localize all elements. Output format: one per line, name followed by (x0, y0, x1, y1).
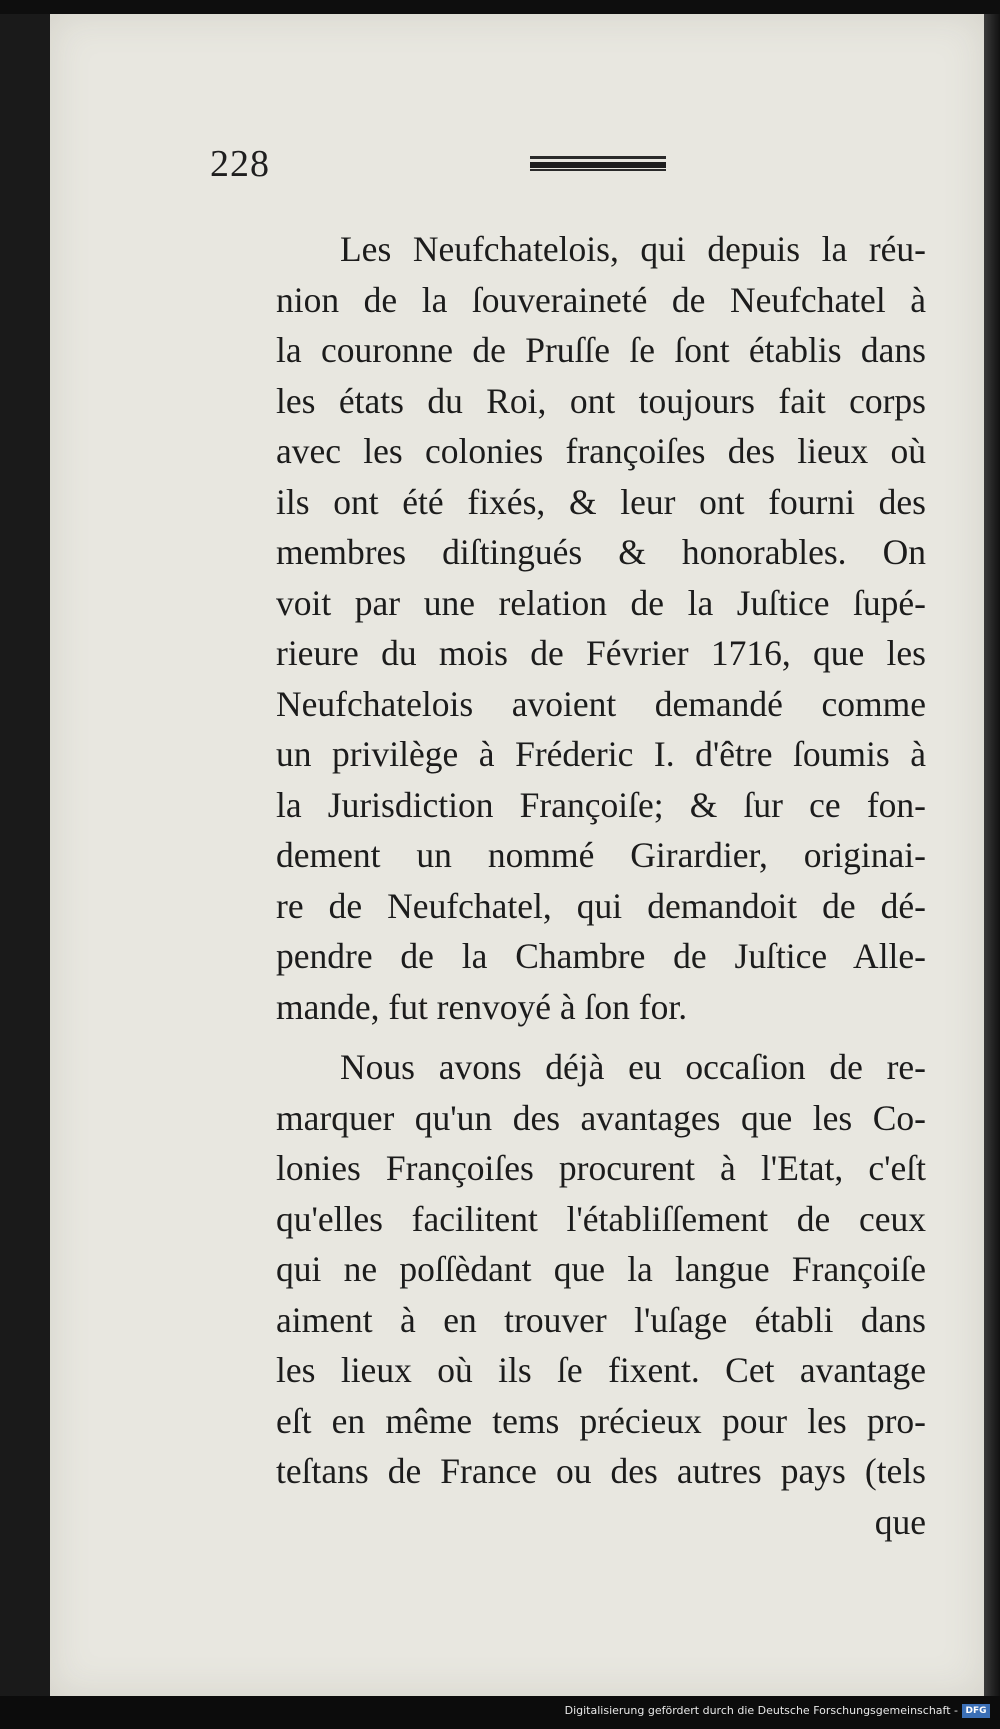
ornament-rule-bottom (530, 169, 666, 171)
text-line: pendre de la Chambre de Juſtice Alle- (276, 936, 926, 976)
text-line: avec les colonies françoiſes des lieux où (276, 431, 926, 471)
text-line: teſtans de France ou des autres pays (tels (276, 1451, 926, 1491)
text-line: la Jurisdiction Françoiſe; & ſur ce fon- (276, 784, 926, 825)
ornament-rule-thick (530, 162, 666, 168)
text-line: aiment à en trouver l'uſage établi dans (276, 1299, 926, 1340)
text-line: lonies Françoiſes procurent à l'Etat, c'eſt (276, 1148, 926, 1188)
text-line: la couronne de Pruſſe ſe ſont établis dans (276, 330, 926, 370)
body-text (276, 224, 926, 1547)
text-line: les lieux où ils ſe fixent. Cet avantage (276, 1350, 926, 1390)
header-ornament (530, 156, 666, 172)
scan-border-top (0, 0, 1000, 14)
text-line: marquer qu'un des avantages que les Co- (276, 1097, 926, 1138)
digitization-footer (0, 1696, 1000, 1729)
text-line: Nous avons déjà eu occaſion de re- (340, 1047, 926, 1087)
text-line: rieure du mois de Février 1716, que les (276, 633, 926, 673)
text-line: un privilège à Fréderic I. d'être ſoumis à (276, 734, 926, 774)
text-line: membres diſtingués & honorables. On (276, 532, 926, 572)
footer-credit: Digitalisierung gefördert durch die Deutsche Forschungsgemeinschaft - (564, 1704, 958, 1717)
page-number: 228 (210, 143, 270, 185)
text-line: qu'elles facilitent l'établiſſement de ceux (276, 1198, 926, 1239)
text-line: les états du Roi, ont toujours fait corps (276, 380, 926, 421)
text-line: voit par une relation de la Juſtice ſupé- (276, 582, 926, 623)
text-line: ils ont été fixés, & leur ont fourni des (276, 481, 926, 522)
text-line: mande, fut renvoyé à ſon for. (276, 986, 688, 1027)
text-line: Les Neufchatelois, qui depuis la réu- (340, 229, 926, 269)
text-line: nion de la ſouveraineté de Neufchatel à (276, 279, 926, 320)
text-line: dement un nommé Girardier, originai- (276, 835, 926, 875)
paragraph-gap (276, 1032, 926, 1042)
page-edge-shadow (984, 14, 1000, 1696)
text-line: qui ne poſſèdant que la langue Françoiſe (276, 1249, 926, 1289)
text-line: re de Neufchatel, qui demandoit de dé- (276, 885, 926, 926)
ornament-rule-top (530, 156, 666, 159)
text-line: que (874, 1501, 926, 1542)
dfg-logo: DFG (962, 1704, 990, 1718)
text-line: eſt en même tems précieux pour les pro- (276, 1400, 926, 1441)
text-line: Neufchatelois avoient demandé comme (276, 683, 926, 724)
